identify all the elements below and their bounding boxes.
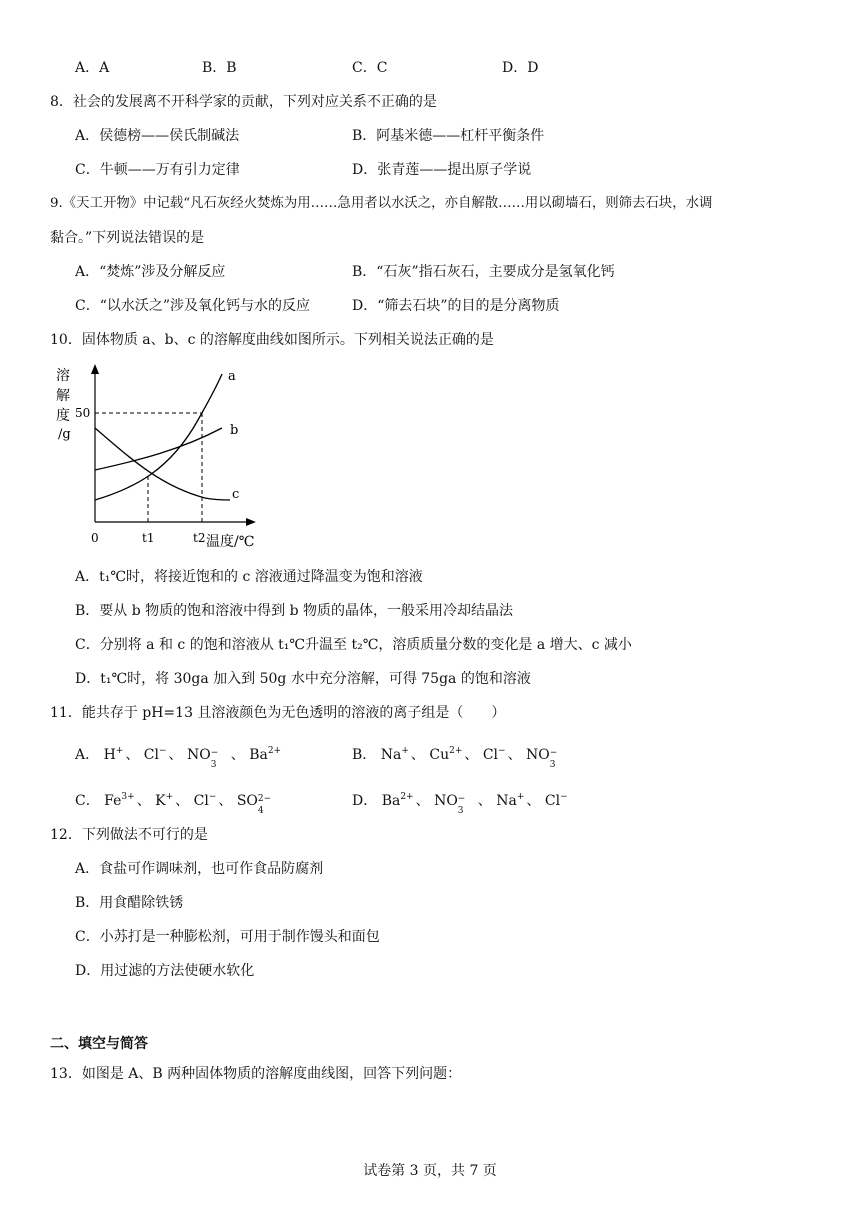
q9-option-a: A．“焚炼”涉及分解反应 xyxy=(75,264,226,280)
figure-y-tick-50: 50 xyxy=(75,406,91,420)
q11-option-d-label: D． xyxy=(352,793,378,809)
q9-option-c: C．“以水沃之”涉及氧化钙与水的反应 xyxy=(75,298,311,314)
q9-stem-line1: 9.《天工开物》中记载“凡石灰经火焚炼为用……急用者以水沃之，亦自解散……用以砌墙石，则筛去石块，水调 xyxy=(50,196,713,211)
q8-option-a: A．侯德榜——侯氏制碱法 xyxy=(75,128,240,144)
q12-option-c: C．小苏打是一种膨松剂，可用于制作馒头和面包 xyxy=(75,929,380,945)
q12-option-a: A．食盐可作调味剂，也可作食品防腐剂 xyxy=(75,861,324,877)
q8-option-c: C．牛顿——万有引力定律 xyxy=(75,162,240,178)
figure-x-arrow xyxy=(246,518,256,526)
q7-option-c: C．C xyxy=(352,60,388,76)
q7-option-a: A．A xyxy=(75,60,110,76)
figure-origin: 0 xyxy=(91,531,99,545)
q7-option-b: B．B xyxy=(202,60,237,76)
q12-stem: 12．下列做法不可行的是 xyxy=(50,827,208,843)
q11-option-c-label: C． xyxy=(75,793,100,809)
q10-stem: 10．固体物质 a、b、c 的溶解度曲线如图所示。下列相关说法正确的是 xyxy=(50,332,494,348)
q13-stem: 13．如图是 A、B 两种固体物质的溶解度曲线图，回答下列问题： xyxy=(50,1066,462,1082)
section-2-title: 二、填空与简答 xyxy=(50,1036,148,1052)
q8-stem: 8．社会的发展离不开科学家的贡献，下列对应关系不正确的是 xyxy=(50,94,437,110)
figure-ylabel-2: 解 xyxy=(56,388,70,404)
figure-y-arrow xyxy=(91,364,99,374)
q10-option-b: B．要从 b 物质的饱和溶液中得到 b 物质的晶体，一般采用冷却结晶法 xyxy=(75,603,514,619)
curve-c xyxy=(95,428,230,500)
q11-option-a: A． H+ 、 Cl− 、 NO − 3 、 $Ba^{2+}$ xyxy=(75,746,282,770)
q11-option-d: D． $Ba^{2+}$ 、 NO − 3 、 Na+ 、 Cl− xyxy=(352,792,568,816)
q9-option-b: B．“石灰”指石灰石，主要成分是氢氧化钙 xyxy=(352,264,615,280)
solubility-figure xyxy=(50,360,270,560)
q11-stem: 11．能共存于 pH=13 且溶液颜色为无色透明的溶液的离子组是（ ） xyxy=(50,705,506,721)
q12-option-b: B．用食醋除铁锈 xyxy=(75,895,184,911)
q8-option-d: D．张青莲——提出原子学说 xyxy=(352,162,532,178)
q11-option-c: C． $Fe^{3+}$ 、 K+ 、 Cl− 、 SO 2− 4 xyxy=(75,792,272,816)
curve-b xyxy=(95,428,222,470)
figure-x-tick-t1: t1 xyxy=(142,531,155,545)
q10-option-c: C．分别将 a 和 c 的饱和溶液从 t₁℃升温至 t₂℃，溶质质量分数的变化是 a 增大、c 减小 xyxy=(75,637,632,653)
q11-option-b: B． Na+ 、 $Cu^{2+}$ 、 Cl− 、 NO − 3 xyxy=(352,746,558,770)
curve-label-a: a xyxy=(228,369,236,384)
q10-option-a: A．t₁℃时，将接近饱和的 c 溶液通过降温变为饱和溶液 xyxy=(75,569,423,585)
curve-label-b: b xyxy=(230,423,239,438)
figure-ylabel-3: 度 xyxy=(56,408,70,424)
q11-option-a-label: A． xyxy=(75,747,100,763)
q11-option-b-label: B． xyxy=(352,747,377,763)
figure-ylabel-1: 溶 xyxy=(56,368,70,384)
q9-stem-line2: 黏合。”下列说法错误的是 xyxy=(50,230,205,246)
figure-xlabel: 温度/℃ xyxy=(206,534,255,550)
q9-option-d: D．“筛去石块”的目的是分离物质 xyxy=(352,298,560,314)
q8-option-b: B．阿基米德——杠杆平衡条件 xyxy=(352,128,545,144)
curve-label-c: c xyxy=(232,487,240,502)
q10-option-d: D．t₁℃时，将 30ga 加入到 50g 水中充分溶解，可得 75ga 的饱和溶液 xyxy=(75,671,531,687)
page-footer: 试卷第 3 页，共 7 页 xyxy=(363,1163,497,1179)
q7-option-d: D．D xyxy=(502,60,539,76)
figure-x-tick-t2: t2 xyxy=(193,531,206,545)
q12-option-d: D．用过滤的方法使硬水软化 xyxy=(75,963,255,979)
figure-ylabel-4: /g xyxy=(58,427,71,442)
